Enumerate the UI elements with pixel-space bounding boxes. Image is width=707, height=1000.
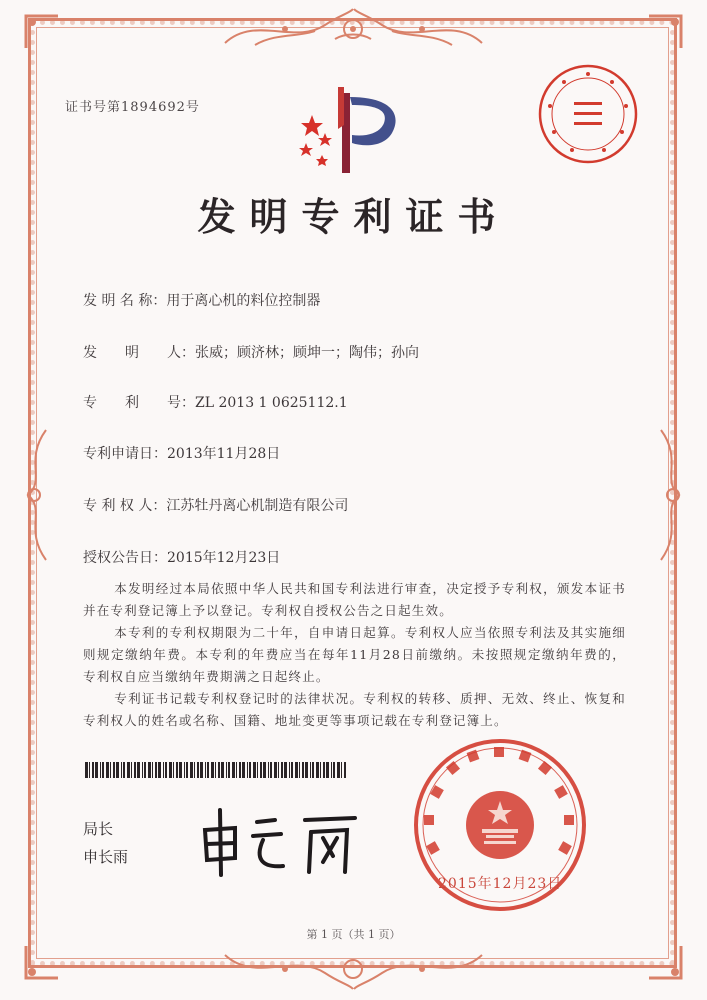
certificate-number: 证书号第1894692号 — [65, 100, 200, 115]
field-label: 授权公告日： — [83, 550, 167, 566]
field-label: 发 明 名 称： — [83, 293, 167, 309]
field-invention-name — [83, 290, 320, 310]
field-patentee — [83, 495, 348, 515]
field-value: ZL 2013 1 0625112.1 — [195, 395, 348, 411]
field-application-date — [83, 443, 280, 463]
corner-ornament-icon — [22, 942, 62, 982]
field-patent-number — [83, 392, 348, 412]
page-title: 发明专利证书 — [197, 194, 510, 239]
field-label: 发 明 人： — [83, 345, 195, 361]
field-value: 2013年11月28日 — [167, 446, 281, 462]
field-value: 江苏牡丹离心机制造有限公司 — [166, 498, 349, 514]
chief-title: 局长 — [83, 820, 114, 838]
field-value: 张威；顾济林；顾坤一；陶伟；孙向 — [195, 345, 419, 361]
field-label: 专 利 号： — [83, 395, 195, 411]
field-inventors — [83, 342, 419, 362]
body-paragraph: 本发明经过本局依照中华人民共和国专利法进行审查，决定授予专利权，颁发本证书并在专利登记簿上予以登记。专利权自授权公告之日起生效。 — [83, 581, 626, 618]
body-paragraph: 专利证书记载专利权登记时的法律状况。专利权的转移、质押、无效、终止、恢复和专利权人的姓名或名称、国籍、地址变更等事项记载在专利登记簿上。 — [83, 691, 626, 728]
field-label: 专 利 权 人： — [83, 498, 167, 514]
barcode-icon — [85, 762, 350, 778]
corner-ornament-icon — [645, 12, 685, 52]
bottom-ornament-icon — [215, 945, 492, 993]
top-ornament-icon — [215, 5, 492, 53]
body-paragraph: 本专利的专利权期限为二十年，自申请日起算。专利权人应当依照专利法及其实施细则规定缴纳年费。本专利的年费应当在每年11月28日前缴纳。未按照规定缴纳年费的，专利权自应当缴纳年费期满之日起终止。 — [83, 625, 626, 684]
signature-icon — [195, 800, 360, 880]
agency-stamp-icon — [536, 62, 640, 166]
chief-name: 申长雨 — [83, 848, 129, 866]
seal-date: 2015年12月23日 — [438, 876, 563, 892]
field-label: 专利申请日： — [83, 446, 167, 462]
corner-ornament-icon — [645, 942, 685, 982]
field-value: 2015年12月23日 — [167, 550, 281, 566]
patent-office-logo-icon — [292, 85, 412, 180]
corner-ornament-icon — [22, 12, 62, 52]
certificate-body — [83, 578, 626, 732]
right-ornament-icon — [655, 420, 691, 570]
page-number: 第 1 页（共 1 页） — [306, 928, 401, 941]
field-grant-date — [83, 547, 280, 567]
left-ornament-icon — [16, 420, 52, 570]
field-value: 用于离心机的料位控制器 — [166, 293, 321, 309]
